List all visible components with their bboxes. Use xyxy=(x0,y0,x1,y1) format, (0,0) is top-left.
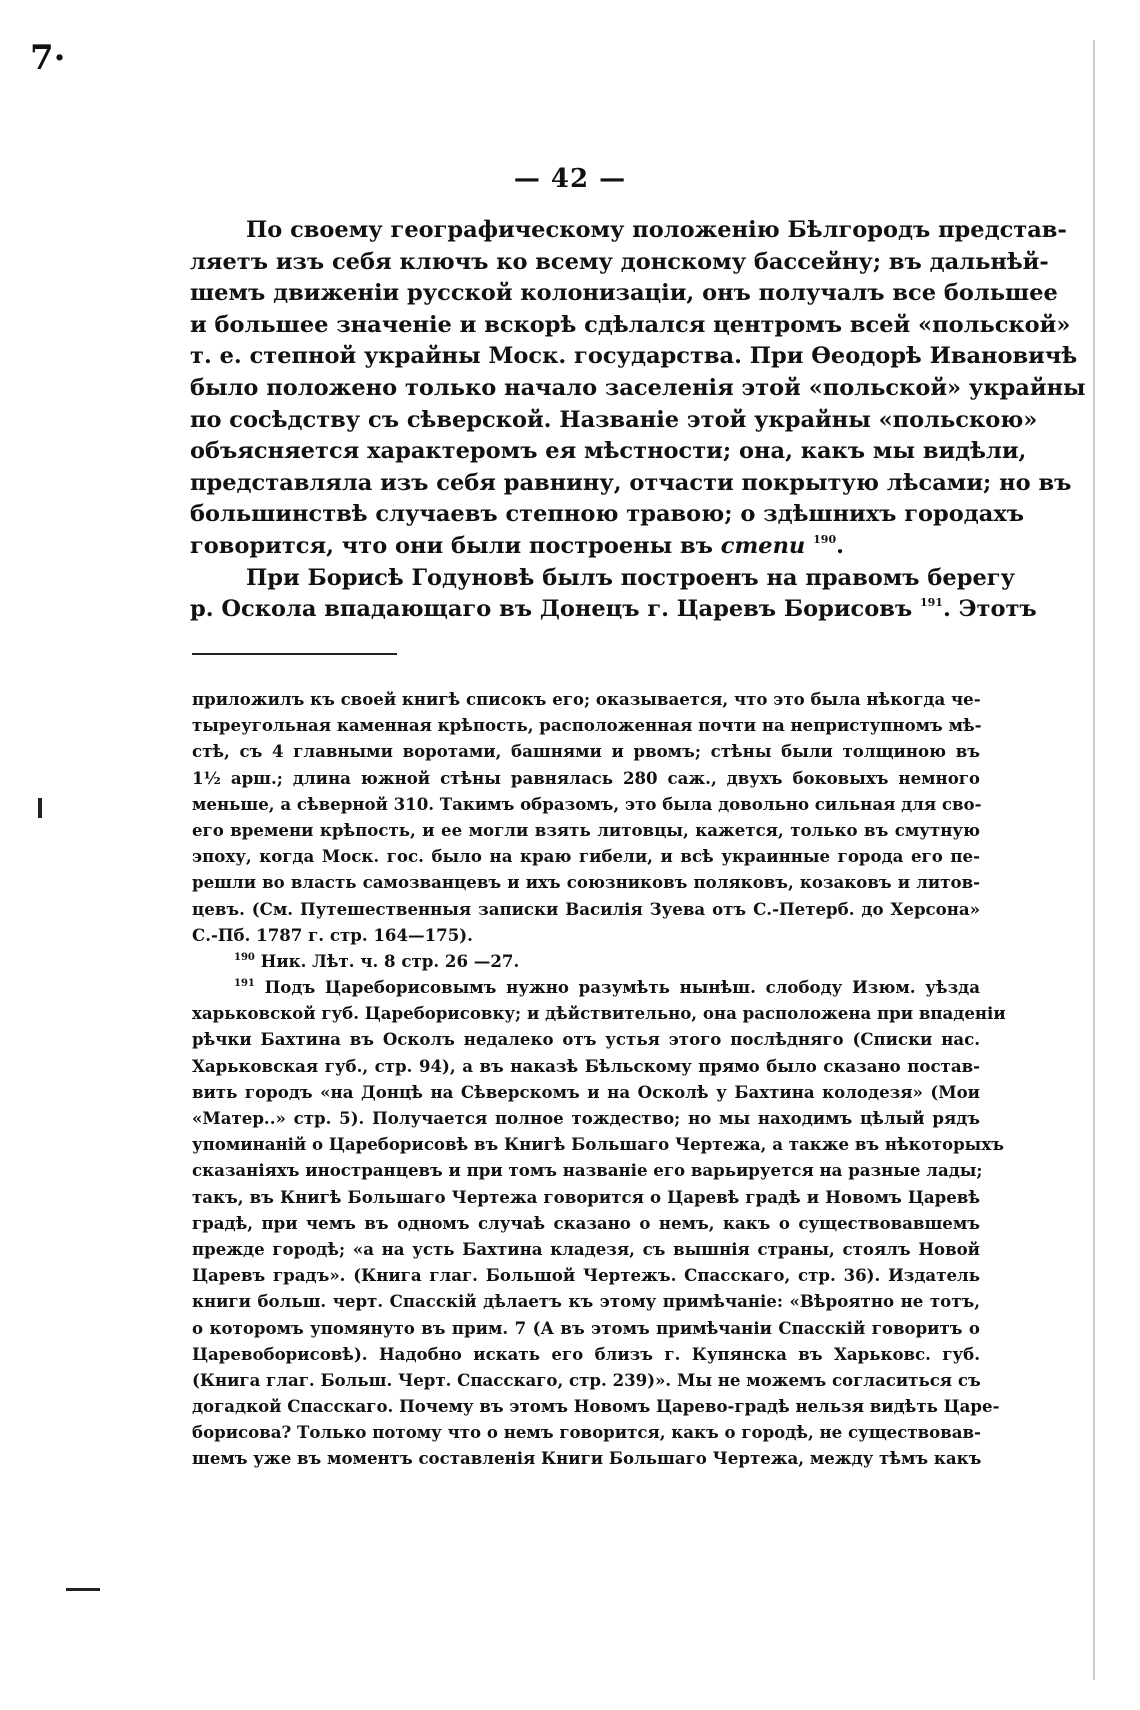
main-line: шемъ движеніи русской колонизаціи, онъ получалъ все большее xyxy=(190,280,1058,307)
margin-dash-mark xyxy=(66,1588,100,1591)
footnote-line: шемъ уже въ моментъ составленія Книги Большаго Чертежа, между тѣмъ какъ xyxy=(192,1448,982,1469)
footnote-separator xyxy=(192,653,397,655)
footnote-ref: 190 xyxy=(813,532,837,546)
footnote-line: догадкой Спасскаго. Почему въ этомъ Новомъ Царево-градѣ нельзя видѣть Царе- xyxy=(192,1396,1000,1417)
main-line: и большее значеніе и вскорѣ сдѣлался центромъ всей «польской» xyxy=(190,311,1071,338)
main-line: было положено только начало заселенія этой «польской» украйны xyxy=(190,374,1086,401)
footnote-line: харьковской губ. Цареборисовку; и дѣйствительно, она расположена при впаденіи xyxy=(192,1003,1006,1024)
main-line: представляла изъ себя равнину, отчасти покрытую лѣсами; но въ xyxy=(190,469,1072,496)
footnote-text: Ник. Лѣт. ч. 8 стр. 26 —27. xyxy=(254,950,520,971)
footnote-line: прежде городѣ; «а на усть Бахтина кладезя, съ вышнія страны, стоялъ Новой xyxy=(192,1238,980,1259)
footnote-line: (Книга глаг. Больш. Черт. Спасскаго, стр. 239)». Мы не можемъ согласиться съ xyxy=(192,1369,981,1390)
main-line: объясняется характеромъ ея мѣстности; она, какъ мы видѣли, xyxy=(190,438,1027,465)
footnote-text: Подъ Цареборисовымъ нужно разумѣть нынѣш. слободу Изюм. уѣзда xyxy=(254,977,980,998)
footnote-line: Харьковская губ., стр. 94), а въ наказѣ Бѣльскому прямо было сказано постав- xyxy=(192,1055,980,1076)
footnote-line: рѣчки Бахтина въ Осколъ недалеко отъ устья этого послѣдняго (Списки нас. xyxy=(192,1029,980,1050)
main-line: по сосѣдству съ сѣверской. Названіе этой украйны «польскою» xyxy=(190,406,1038,433)
footnote-line: упоминаній о Цареборисовѣ въ Книгѣ Большаго Чертежа, а также въ нѣкоторыхъ xyxy=(192,1134,1004,1155)
main-text xyxy=(190,215,1086,626)
main-line-tail: . Этотъ xyxy=(942,596,1037,623)
footnotes xyxy=(192,686,1006,1472)
main-line: ляетъ изъ себя ключъ ко всему донскому бассейну; въ дальнѣй- xyxy=(190,248,1049,275)
footnote-mark: 190 xyxy=(234,951,255,963)
footnote-line: 1½ арш.; длина южной стѣны равнялась 280 саж., двухъ боковыхъ немного xyxy=(192,767,980,788)
footnote-line: решли во власть самозванцевъ и ихъ союзниковъ поляковъ, козаковъ и литов- xyxy=(192,872,980,893)
footnote-line: С.-Пб. 1787 г. стр. 164—175). xyxy=(192,924,473,945)
margin-pencil-mark: 7· xyxy=(30,38,66,78)
footnote-line: приложилъ къ своей книгѣ списокъ его; оказывается, что это была нѣкогда че- xyxy=(192,689,981,709)
footnote-line: тыреугольная каменная крѣпость, расположенная почти на неприступномъ мѣ- xyxy=(192,715,982,736)
footnote-line: «Матер..» стр. 5). Получается полное тождество; но мы находимъ цѣлый рядъ xyxy=(192,1108,980,1128)
footnote-line: меньше, а сѣверной 310. Такимъ образомъ, это была довольно сильная для сво- xyxy=(192,793,982,814)
page-number: — 42 — xyxy=(513,164,627,194)
footnote-line: Царевоборисовѣ). Надобно искать его близъ г. Купянска въ Харьковс. губ. xyxy=(192,1343,980,1364)
footnote-line: такъ, въ Книгѣ Большаго Чертежа говорится о Царевѣ градѣ и Новомъ Царевѣ xyxy=(192,1186,980,1207)
page-edge-shadow xyxy=(1093,40,1095,1680)
footnote-line: книги больш. черт. Спасскій дѣлаетъ къ этому примѣчаніе: «Вѣроятно не тотъ, xyxy=(192,1291,980,1312)
main-line: При Борисѣ Годуновѣ былъ построенъ на правомъ берегу xyxy=(246,564,1015,591)
footnote-line: о которомъ упомянуто въ прим. 7 (А въ этомъ примѣчаніи Спасскій говоритъ о xyxy=(192,1317,980,1338)
footnote-line: стѣ, съ 4 главными воротами, башнями и рвомъ; стѣны были толщиною въ xyxy=(192,741,980,762)
main-line xyxy=(190,531,980,563)
footnote-line: Царевъ градъ». (Книга глаг. Большой Чертежъ. Спасскаго, стр. 36). Издатель xyxy=(192,1265,980,1286)
main-line-text: р. Оскола впадающаго въ Донецъ г. Царевъ Борисовъ xyxy=(190,596,920,623)
footnote-line: борисова? Только потому что о немъ говорится, какъ о городѣ, не существовав- xyxy=(192,1422,981,1443)
footnote-line: эпоху, когда Моск. гос. было на краю гибели, и всѣ украинные города его пе- xyxy=(192,846,980,867)
footnote-mark: 191 xyxy=(234,978,255,990)
footnote-191 xyxy=(192,974,980,1000)
main-line-tail: . xyxy=(836,532,844,559)
footnote-line: его времени крѣпость, и ее могли взять литовцы, кажется, только въ смутную xyxy=(192,819,980,840)
footnote-line: вить городъ «на Донцѣ на Сѣверскомъ и на Осколѣ у Бахтина колодезя» (Мои xyxy=(192,1081,980,1102)
main-line: большинствѣ случаевъ степною травою; о здѣшнихъ городахъ xyxy=(190,501,1025,528)
main-line xyxy=(190,594,1037,626)
footnote-line: цевъ. (См. Путешественныя записки Василія Зуева отъ С.-Петерб. до Херсона» xyxy=(192,898,980,919)
main-line: По своему географическому положенію Бѣлгородъ представ- xyxy=(246,217,1067,243)
margin-tick-mark xyxy=(38,798,42,818)
main-line-text: говорится, что они были построены въ xyxy=(190,532,721,559)
footnote-line: сказаніяхъ иностранцевъ и при томъ названіе его варьируется на разные лады; xyxy=(192,1160,983,1181)
footnote-line: градѣ, при чемъ въ одномъ случаѣ сказано о немъ, какъ о существовавшемъ xyxy=(192,1212,980,1233)
footnote-ref: 191 xyxy=(920,596,943,610)
italic-word: степи xyxy=(720,532,806,559)
footnote-190 xyxy=(192,948,980,974)
main-line: т. е. степной украйны Моск. государства. При Ѳеодорѣ Ивановичѣ xyxy=(190,343,1078,370)
